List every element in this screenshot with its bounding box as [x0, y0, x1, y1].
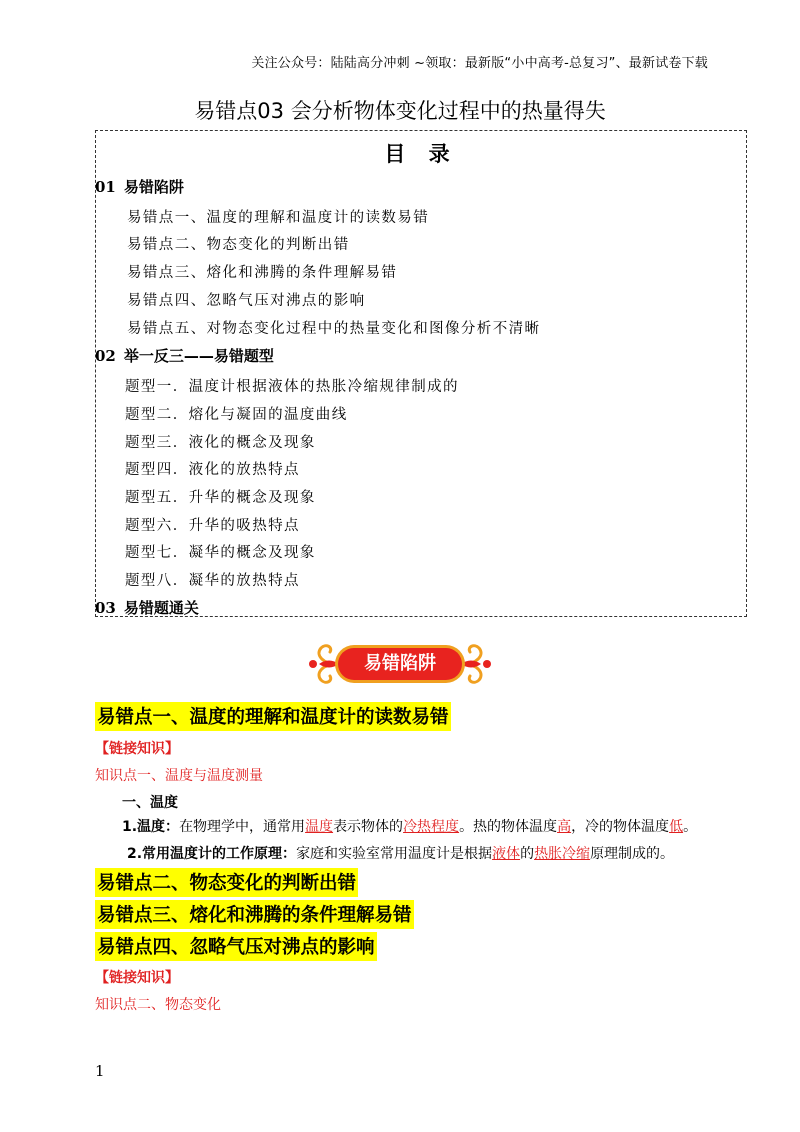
knowledge-point-title: 知识点一、温度与温度测量	[95, 768, 263, 784]
document-title: 易错点03 会分析物体变化过程中的热量得失	[194, 99, 606, 123]
knowledge-point-title: 知识点二、物态变化	[95, 997, 221, 1013]
text: 在物理学中，通常用	[179, 819, 306, 835]
text: 。	[683, 819, 698, 835]
toc-trap-item[interactable]: 易错点四、忽略气压对沸点的影响	[127, 293, 366, 309]
term-label: 2.常用温度计的工作原理：	[127, 846, 297, 862]
toc-type-item[interactable]: 题型一．温度计根据液体的热胀冷缩规律制成的	[125, 379, 459, 395]
toc-section-03[interactable]	[95, 597, 199, 618]
key-term: 热胀冷缩	[534, 846, 591, 862]
toc-section-02[interactable]	[95, 345, 274, 366]
toc-trap-item[interactable]: 易错点五、对物态变化过程中的热量变化和图像分析不清晰	[127, 321, 541, 337]
key-term: 液体	[492, 846, 521, 862]
toc-section-title: 举一反三——易错题型	[123, 347, 274, 365]
text: 原理制成的。	[590, 846, 675, 862]
trap-heading-3: 易错点三、熔化和沸腾的条件理解易错	[95, 900, 414, 929]
toc-type-item[interactable]: 题型七．凝华的概念及现象	[125, 545, 316, 561]
trap-heading-1: 易错点一、温度的理解和温度计的读数易错	[95, 702, 451, 731]
toc-section-title: 易错陷阱	[123, 178, 184, 196]
paragraph-thermometer	[127, 843, 674, 863]
toc-heading: 目 录	[384, 142, 458, 166]
link-knowledge-label: 【链接知识】	[95, 970, 179, 986]
toc-section-title: 易错题通关	[123, 599, 199, 617]
toc-section-number: 01	[95, 178, 116, 196]
subsection-title: 一、温度	[122, 795, 178, 811]
toc-section-number: 03	[95, 599, 116, 617]
trap-heading-2: 易错点二、物态变化的判断出错	[95, 868, 358, 897]
link-knowledge-label: 【链接知识】	[95, 741, 179, 757]
banner-label: 易错陷阱	[364, 653, 436, 674]
toc-type-item[interactable]: 题型三．液化的概念及现象	[125, 435, 316, 451]
toc-type-item[interactable]: 题型四．液化的放热特点	[125, 462, 300, 478]
paragraph-temperature	[122, 816, 697, 836]
key-term: 低	[669, 819, 684, 835]
text: 家庭和实验室常用温度计是根据	[296, 846, 493, 862]
toc-trap-item[interactable]: 易错点一、温度的理解和温度计的读数易错	[127, 210, 430, 226]
key-term: 高	[557, 819, 572, 835]
text: 的	[520, 846, 535, 862]
section-banner	[305, 637, 495, 691]
header-notice: 关注公众号：陆陆高分冲刺 ~领取：最新版“小中高考-总复习”、最新试卷下载	[251, 56, 708, 71]
text: 表示物体的	[333, 819, 404, 835]
text: ，冷的物体温度	[571, 819, 670, 835]
toc-trap-item[interactable]: 易错点三、熔化和沸腾的条件理解易错	[127, 265, 398, 281]
trap-heading-4: 易错点四、忽略气压对沸点的影响	[95, 932, 377, 961]
toc-type-item[interactable]: 题型八．凝华的放热特点	[125, 573, 300, 589]
key-term: 温度	[305, 819, 334, 835]
page-number: 1	[95, 1062, 105, 1080]
key-term: 冷热程度	[403, 819, 460, 835]
toc-type-item[interactable]: 题型五．升华的概念及现象	[125, 490, 316, 506]
toc-type-item[interactable]: 题型二．熔化与凝固的温度曲线	[125, 407, 348, 423]
term-label: 1.温度：	[122, 819, 180, 835]
text: 。热的物体温度	[459, 819, 558, 835]
toc-section-01[interactable]	[95, 176, 184, 197]
toc-trap-item[interactable]: 易错点二、物态变化的判断出错	[127, 237, 350, 253]
toc-type-item[interactable]: 题型六．升华的吸热特点	[125, 518, 300, 534]
toc-section-number: 02	[95, 347, 116, 365]
